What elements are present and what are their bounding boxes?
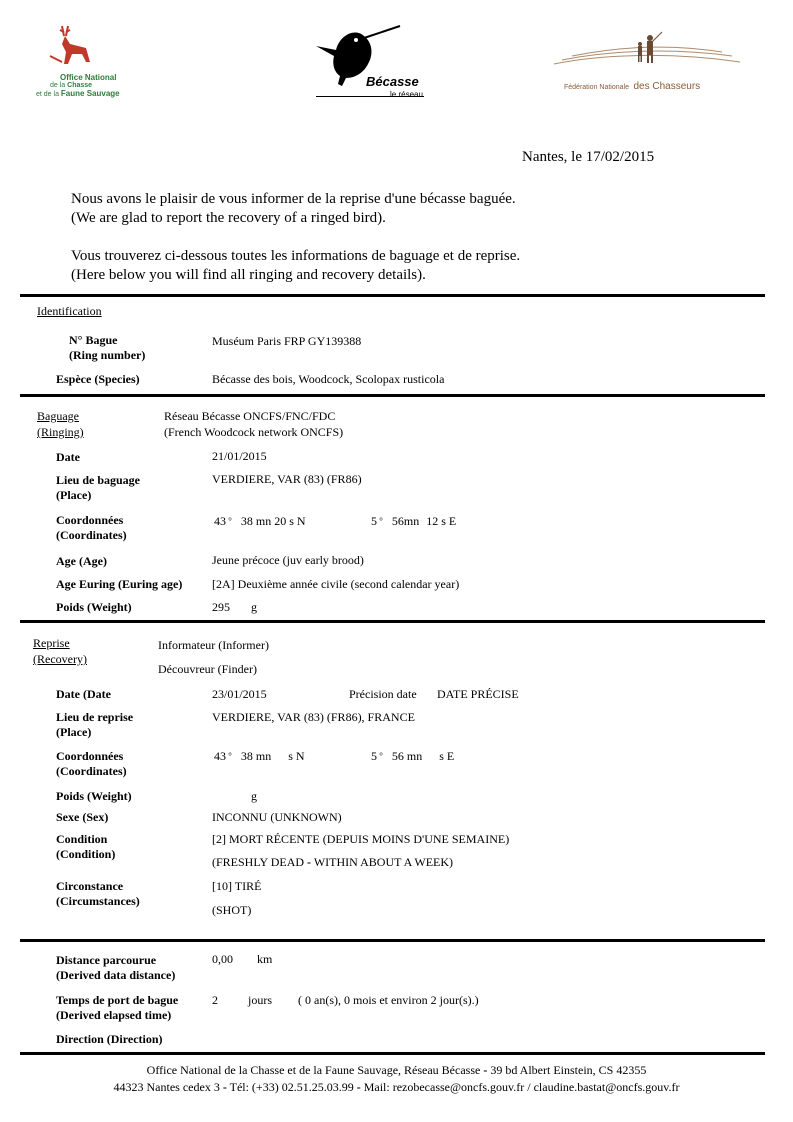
ringing-age-value: Jeune précoce (juv early brood) [212, 553, 364, 567]
oncfs-line3-pre: et de la [36, 91, 59, 98]
ringing-lon-sec: 12 s E [426, 514, 457, 528]
oncfs-logo [32, 22, 142, 102]
fnc-text-main: des Chasseurs [633, 81, 701, 92]
recovery-condition-value-2 [212, 855, 453, 870]
ringing-lon-deg: 5 [371, 514, 377, 528]
recovery-circ-label-2: (Circumstances) [56, 894, 140, 908]
direction-label: Direction (Direction) [56, 1032, 163, 1046]
recovery-sex-label: Sexe (Sex) [56, 810, 109, 824]
ringing-lat-deg: 43 [214, 514, 226, 528]
becasse-logo [312, 20, 432, 104]
time-unit: jours [248, 993, 272, 1007]
becasse-title: Bécasse [366, 74, 419, 89]
divider-footer [20, 1052, 765, 1055]
time-label-1: Temps de port de bague [56, 993, 179, 1007]
recovery-lon-min: 56 mn [391, 749, 423, 763]
distance-value: 0,00 [212, 952, 233, 966]
ringing-weight-label: Poids (Weight) [56, 600, 132, 614]
recovery-condition-value-1: [2] MORT RÉCENTE (DEPUIS MOINS D'UNE SEMAINE) [212, 832, 510, 846]
condition-2-a: (FRESHLY DEAD [212, 855, 308, 869]
recovery-weight-unit: g [251, 789, 257, 803]
ringing-network-1: Réseau Bécasse ONCFS/FNC/FDC [164, 409, 336, 423]
recovery-coord-label-2: (Coordinates) [56, 764, 127, 778]
species-label: Espèce (Species) [56, 372, 140, 386]
ring-value: Muséum Paris FRP GY139388 [212, 334, 362, 348]
footer-line1-a: Office National de la Chasse et de la Faune Sauvage, Réseau Bécasse [146, 1063, 484, 1077]
recovery-place-label-1: Lieu de reprise [56, 710, 134, 724]
intro-line3: Vous trouverez ci-dessous toutes les informations de baguage et de reprise. [71, 248, 521, 264]
divider-top [20, 294, 765, 297]
recovery-heading-1: Reprise [33, 636, 70, 650]
ringing-place-value: VERDIERE, VAR (83) (FR86) [212, 472, 362, 486]
footer-line1 [0, 1062, 793, 1079]
deer-icon [42, 22, 102, 72]
recovery-coordinates: 43 ° 38 mn s N [214, 749, 305, 763]
ringing-date-label: Date [56, 450, 80, 464]
ringing-coordinates-lon: 5 ° 56mn 12 s E [371, 514, 457, 528]
condition-2-b: WITHIN ABOUT A WEEK) [311, 855, 454, 869]
fnc-text-pre: Fédération Nationale [564, 84, 629, 91]
intro-line2: (We are glad to report the recovery of a ringed bird). [71, 210, 386, 226]
recovery-heading-2: (Recovery) [33, 652, 87, 666]
recovery-circ-label-1: Circonstance [56, 879, 124, 893]
oncfs-line1: Office National [60, 73, 117, 82]
oncfs-line2: Chasse [67, 82, 93, 89]
ringing-lon-min: 56mn [391, 514, 420, 528]
becasse-subtitle: le réseau [390, 90, 423, 99]
ring-label-2: (Ring number) [69, 348, 146, 362]
recovery-date-label: Date (Date [56, 687, 111, 701]
recovery-finder-label: Découvreur (Finder) [158, 662, 257, 676]
footer-line2-c: Mail: rezobecasse@oncfs.gouv.fr / claudine.bastat@oncfs.gouv.fr [360, 1080, 680, 1094]
recovery-weight-label: Poids (Weight) [56, 789, 132, 803]
hunters-icon [552, 30, 742, 74]
date-line: Nantes, le 17/02/2015 [522, 149, 655, 165]
recovery-circ-value-1: [10] TIRÉ [212, 879, 262, 893]
ringing-date-value: 21/01/2015 [212, 449, 267, 463]
ringing-heading-2: (Ringing) [37, 425, 84, 439]
ringing-heading-1: Baguage [37, 409, 79, 423]
recovery-precision-label: Précision date [349, 687, 417, 701]
distance-unit: km [257, 952, 273, 966]
divider-ringing [20, 394, 765, 397]
distance-label-2: (Derived data distance) [56, 968, 176, 982]
recovery-coord-label-1: Coordonnées [56, 749, 124, 763]
recovery-circ-value-2: (SHOT) [212, 903, 252, 917]
recovery-lon-sec: s E [439, 749, 455, 763]
ringing-place-label-2: (Place) [56, 488, 92, 502]
ringing-euring-label: Age Euring (Euring age) [56, 577, 183, 591]
recovery-sex-value: INCONNU (UNKNOWN) [212, 810, 342, 824]
time-value: 2 [212, 993, 218, 1007]
recovery-coordinates-lon: 5 ° 56 mn s E [371, 749, 455, 763]
identification-heading: Identification [37, 304, 102, 318]
ringing-coord-label-1: Coordonnées [56, 513, 124, 527]
recovery-place-value: VERDIERE, VAR (83) (FR86), FRANCE [212, 710, 415, 724]
footer-line1-dash: - [483, 1063, 488, 1077]
time-detail: ( 0 an(s), 0 mois et environ 2 jour(s).) [298, 993, 479, 1007]
recovery-precision-value: DATE PRÉCISE [437, 687, 519, 701]
recovery-condition-label-2: (Condition) [56, 847, 116, 861]
time-label-2: (Derived elapsed time) [56, 1008, 172, 1022]
recovery-lat-min: 38 mn [240, 749, 272, 763]
recovery-lat-deg: 43 [214, 749, 226, 763]
ringing-age-label: Age (Age) [56, 554, 107, 568]
footer-line2-b: Tél: (+33) 02.51.25.03.99 [226, 1080, 357, 1094]
ringing-coord-label-2: (Coordinates) [56, 528, 127, 542]
footer-line1-b: 39 bd Albert Einstein, CS 42355 [487, 1063, 647, 1077]
footer-line2-dash2: - [356, 1080, 361, 1094]
ringing-coordinates: 43 ° 38 mn 20 s N [214, 514, 306, 528]
footer-line2-a: 44323 Nantes cedex 3 [113, 1080, 223, 1094]
divider-derived [20, 939, 765, 942]
ringing-weight-value: 295 [212, 600, 230, 614]
oncfs-line3: Faune Sauvage [60, 89, 120, 98]
recovery-lon-deg: 5 [371, 749, 377, 763]
ringing-lat-min: 38 mn [240, 514, 272, 528]
recovery-informer-label: Informateur (Informer) [158, 638, 269, 652]
intro-line1: Nous avons le plaisir de vous informer de la reprise d'une bécasse baguée. [71, 191, 516, 207]
recovery-lat-sec: s N [288, 749, 305, 763]
footer-line2-dash1: - [222, 1080, 227, 1094]
species-value: Bécasse des bois, Woodcock, Scolopax rusticola [212, 372, 445, 386]
ringing-place-label-1: Lieu de baguage [56, 473, 141, 487]
footer-line2 [0, 1079, 793, 1096]
recovery-date-value: 23/01/2015 [212, 687, 267, 701]
intro-line4: (Here below you will find all ringing and recovery details). [71, 267, 426, 283]
ring-label-1: N° Bague [69, 333, 118, 347]
distance-label-1: Distance parcourue [56, 953, 157, 967]
oncfs-line2-pre: de la [50, 82, 66, 89]
condition-2-dash: - [307, 855, 312, 869]
ringing-weight-unit: g [251, 600, 257, 614]
ringing-network-2: (French Woodcock network ONCFS) [164, 425, 344, 439]
recovery-condition-label-1: Condition [56, 832, 108, 846]
recovery-place-label-2: (Place) [56, 725, 92, 739]
ringing-euring-value: [2A] Deuxième année civile (second calendar year) [212, 577, 460, 591]
divider-recovery [20, 620, 765, 623]
ringing-lat-sec: 20 s N [274, 514, 306, 528]
fnc-logo [552, 30, 742, 90]
